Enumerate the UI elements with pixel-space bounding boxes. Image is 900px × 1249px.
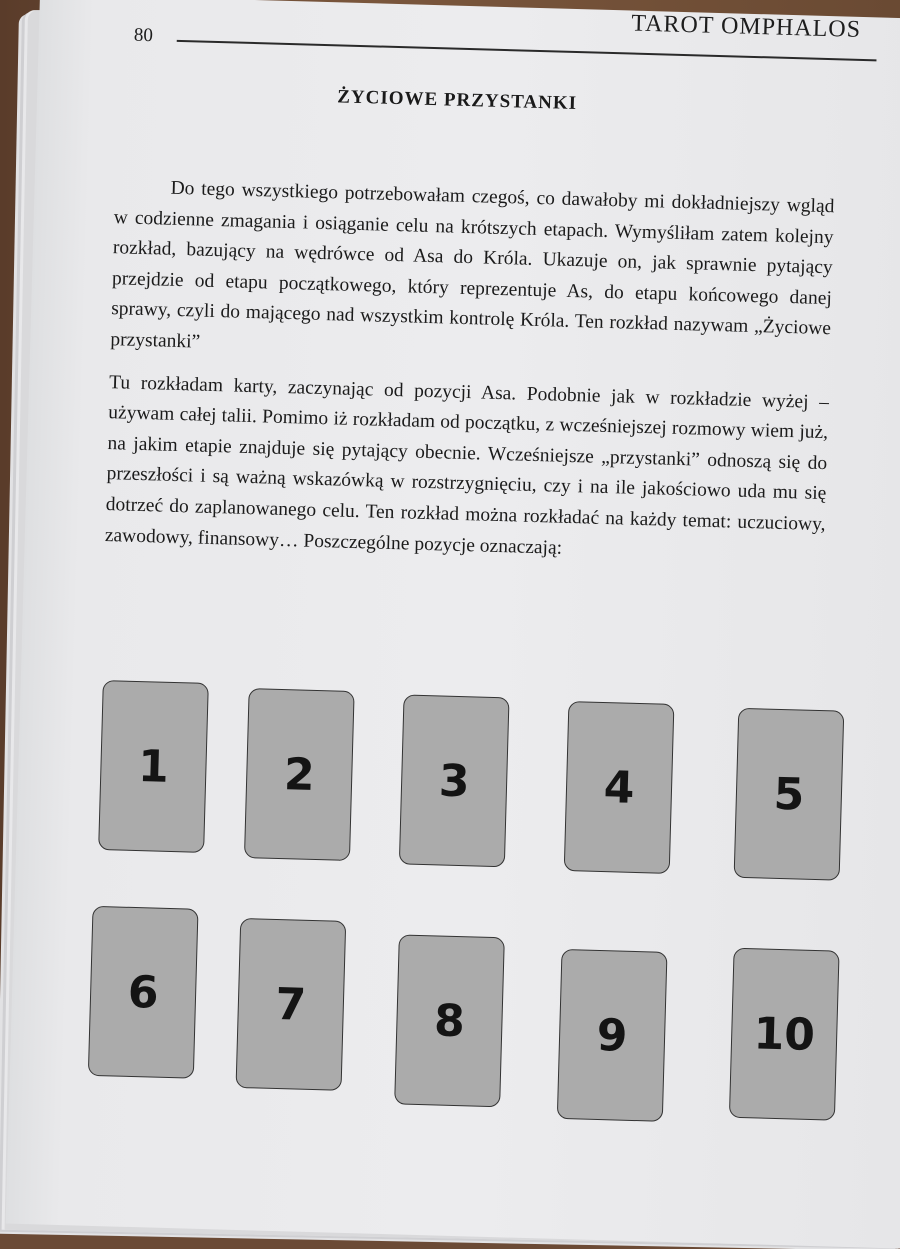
paragraph-intro: Do tego wszystkiego potrzebowałam czegoś, co dawałoby mi dokładniejszy wgląd w codzienne zmagania i osiąganie celu na krótszych etapach. Wymyśliłam zatem kolejny rozkład, bazujący na wędrówce od Asa do Króla. Ukazuje on, jak sprawnie pytający przejdzie od etapu początkowego, który reprezentuje As, do etapu końcowego danej sprawy, czyli do mającego nad wszystkim kontrolę Króla. Ten rozkład nazywam „Życiowe przystanki”: [110, 177, 835, 353]
card-position-10: 10: [729, 948, 840, 1121]
header-rule: [177, 40, 877, 62]
body-text: [104, 172, 834, 571]
card-position-2: 2: [244, 688, 355, 861]
card-position-7: 7: [236, 918, 347, 1091]
page-number: 80: [133, 24, 154, 47]
book-page: [6, 0, 900, 1249]
card-position-9: 9: [557, 949, 668, 1122]
running-title: TAROT OMPHALOS: [631, 10, 862, 43]
card-position-8: 8: [394, 934, 505, 1107]
paragraph-spread-description: Tu rozkładam karty, zaczynając od pozycji Asa. Podobnie jak w rozkładzie wyżej – używam całej talii. Pomimo iż rozkładam od początku, z wcześniejszej rozmowy wiem już, na jakim etapie znajduje się pytający obecnie. Wcześniejsze „przystanki” odnoszą się do przeszłości i są ważną wskazówką w rozstrzygnięciu, czy i na ile jakościowo uda mu się dotrzeć do zaplanowanego celu. Ten rozkład można rozkładać na każdy temat: uczuciowy, zawodowy, finansowy… Poszczególne pozycje oznaczają:: [104, 371, 830, 559]
chapter-title: ŻYCIOWE PRZYSTANKI: [336, 86, 578, 115]
card-position-3: 3: [399, 694, 510, 867]
card-position-6: 6: [88, 906, 199, 1079]
card-position-5: 5: [734, 708, 845, 881]
card-position-4: 4: [564, 701, 675, 874]
card-position-1: 1: [98, 680, 209, 853]
